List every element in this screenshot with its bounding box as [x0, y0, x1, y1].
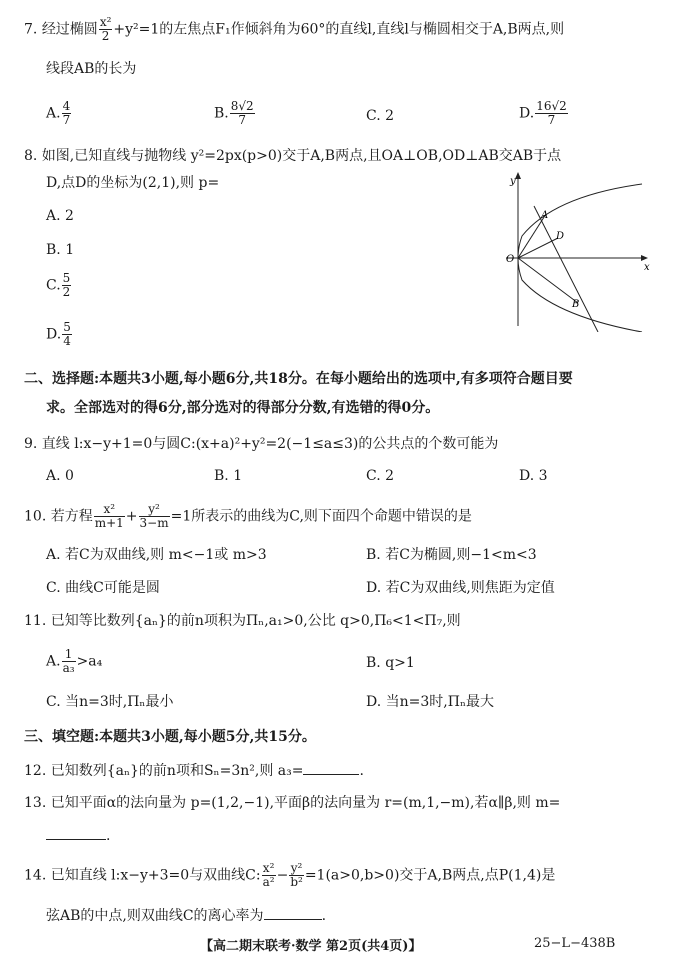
- q7-opt-b-label: B.: [214, 105, 229, 122]
- y-axis-arrow: [515, 172, 521, 179]
- q8-option-a: A. 2: [46, 208, 74, 224]
- q7-option-b: [214, 100, 256, 127]
- q8-option-c: [46, 272, 72, 299]
- q7-opt-a-label: A.: [46, 105, 61, 122]
- q7-number: 7.: [24, 21, 38, 38]
- label-d: D: [556, 231, 565, 242]
- q7-opt-a-frac: [62, 100, 72, 127]
- q10-option-c: C. 曲线C可能是圆: [46, 580, 160, 596]
- page-footer: 【高二期末联考·数学 第2页(共4页)】: [200, 939, 422, 954]
- label-o: O: [506, 254, 515, 265]
- q14-f1-num: x²: [262, 861, 275, 875]
- exam-code: 25−L−438B: [534, 936, 616, 951]
- q11-option-c: C. 当n=3时,Πₙ最小: [46, 694, 174, 710]
- q10-f1-den: m+1: [94, 516, 124, 530]
- q14-line1: [24, 862, 555, 889]
- q8-opt-c-num: 5: [62, 271, 71, 285]
- q7-option-a: [46, 100, 72, 127]
- section2-line2: 求。全部选对的得6分,部分选对的得部分分数,有选错的得0分。: [46, 400, 440, 416]
- q9-text: 9. 直线 l:x−y+1=0与圆C:(x+a)²+y²=2(−1≤a≤3)的公共点的个数可能为: [24, 436, 499, 452]
- segment-ob: [518, 258, 578, 303]
- q12-end: .: [359, 763, 364, 779]
- q7-opt-d-label: D.: [519, 105, 535, 122]
- q14-f2-den: b²: [290, 875, 303, 889]
- q14-f1-den: a²: [262, 875, 275, 889]
- q9-option-d: D. 3: [519, 468, 548, 484]
- q7-opt-d-frac: [535, 100, 568, 127]
- q10-option-a: A. 若C为双曲线,则 m<−1或 m>3: [46, 547, 267, 563]
- q11-text: 11. 已知等比数列{aₙ}的前n项积为Πₙ,a₁>0,公比 q>0,Π₆<1<Π₇,则: [24, 613, 461, 629]
- q13-line2: [46, 825, 110, 846]
- q13-end: .: [106, 828, 111, 844]
- q7-opt-a-den: 7: [62, 113, 71, 127]
- q8-option-b: B. 1: [46, 242, 75, 258]
- q11-option-b: B. q>1: [366, 655, 415, 671]
- q7-opt-b-num: 8√2: [230, 99, 254, 113]
- q14-end: .: [321, 908, 327, 924]
- q10-line1: [24, 503, 472, 530]
- q10-option-b: B. 若C为椭圆,则−1<m<3: [366, 547, 537, 563]
- q7-frac-den: 2: [101, 29, 110, 43]
- q11-option-a: [46, 648, 102, 675]
- line-ab: [534, 206, 598, 332]
- q10-frac2: [139, 503, 170, 530]
- q14-f2-num: y²: [290, 861, 303, 875]
- q11-opt-a-label: A.: [46, 653, 61, 670]
- q7-frac-num: x²: [99, 15, 112, 29]
- q8-line1: 8. 如图,已知直线与抛物线 y²=2px(p>0)交于A,B两点,且OA⊥OB,OD⊥AB交AB于点: [24, 148, 562, 164]
- q14-frac2: [289, 862, 304, 889]
- q10-f2-den: 3−m: [139, 516, 169, 530]
- q8-opt-c-frac: [62, 272, 72, 299]
- q12-answer-blank[interactable]: [303, 760, 359, 775]
- q11-opt-a-num: 1: [62, 648, 76, 662]
- q7-opt-a-num: 4: [62, 99, 71, 113]
- q14-answer-blank[interactable]: [264, 905, 322, 920]
- q7-opt-d-num: 16√2: [536, 99, 567, 113]
- q8-opt-d-num: 5: [63, 320, 71, 334]
- q14-text-pre: 14. 已知直线 l:x−y+3=0与双曲线C:: [24, 867, 261, 884]
- q8-opt-d-label: D.: [46, 326, 62, 343]
- q7-option-c: C. 2: [366, 108, 395, 124]
- section2-line1: 二、选择题:本题共3小题,每小题6分,共18分。在每小题给出的选项中,有多项符合题目要: [24, 371, 573, 387]
- label-a: A: [541, 210, 549, 221]
- q11-opt-a-frac: [62, 648, 76, 675]
- q10-frac1: [94, 503, 125, 530]
- q7-line2: 线段AB的长为: [46, 61, 137, 77]
- q8-line2: D,点D的坐标为(2,1),则 p=: [46, 175, 220, 191]
- section3-heading: 三、填空题:本题共3小题,每小题5分,共15分。: [24, 729, 316, 745]
- q7-opt-d-den: 7: [547, 113, 556, 127]
- q7-option-d: [519, 100, 569, 127]
- q7-opt-b-den: 7: [238, 113, 247, 127]
- q7-text-mid: +y²=1的左焦点F₁作倾斜角为60°的直线l,直线l与椭圆相交于A,B两点,则: [113, 21, 565, 38]
- label-b: B: [572, 299, 580, 310]
- q9-option-c: C. 2: [366, 468, 395, 484]
- q11-option-d: D. 当n=3时,Πₙ最大: [366, 694, 494, 710]
- q10-text-pre: 10. 若方程: [24, 508, 93, 525]
- q10-plus: +: [125, 508, 138, 525]
- q14-text-post: =1(a>0,b>0)交于A,B两点,点P(1,4)是: [304, 867, 556, 884]
- q10-text-post: =1所表示的曲线为C,则下面四个命题中错误的是: [170, 508, 472, 525]
- q7-text-pre: 经过椭圆: [41, 21, 98, 38]
- q9-option-a: A. 0: [46, 468, 74, 484]
- q7-line1: [24, 16, 564, 43]
- q12-line: [24, 760, 364, 781]
- q7-opt-b-frac: [230, 100, 255, 127]
- q8-opt-c-den: 2: [62, 285, 71, 299]
- q12-text: 12. 已知数列{aₙ}的前n项和Sₙ=3n²,则 a₃=: [24, 763, 304, 779]
- q13-answer-blank[interactable]: [46, 825, 106, 840]
- q11-opt-a-post: >a₄: [76, 653, 103, 670]
- q8-option-d: [46, 321, 73, 348]
- x-axis-arrow: [641, 255, 648, 261]
- q11-opt-a-den: a₃: [62, 661, 75, 675]
- q8-opt-c-label: C.: [46, 277, 61, 294]
- label-y: y: [510, 176, 516, 187]
- q10-f1-num: x²: [94, 503, 125, 517]
- q13-line1: 13. 已知平面α的法向量为 p=(1,2,−1),平面β的法向量为 r=(m,1,−m),若α∥β,则 m=: [24, 795, 561, 811]
- q14-line2: [46, 905, 326, 926]
- q10-f2-num: y²: [139, 503, 170, 517]
- q8-opt-d-den: 4: [63, 334, 71, 348]
- q7-fraction: [99, 16, 113, 43]
- q9-option-b: B. 1: [214, 468, 243, 484]
- q10-option-d: D. 若C为双曲线,则焦距为定值: [366, 580, 555, 596]
- q14-frac1: [262, 862, 276, 889]
- q14-minus: −: [276, 867, 289, 884]
- label-x: x: [644, 262, 650, 273]
- q8-opt-d-frac: [62, 321, 72, 348]
- q8-figure: [494, 166, 660, 332]
- q14-line2-text: 弦AB的中点,则双曲线C的离心率为: [46, 908, 264, 924]
